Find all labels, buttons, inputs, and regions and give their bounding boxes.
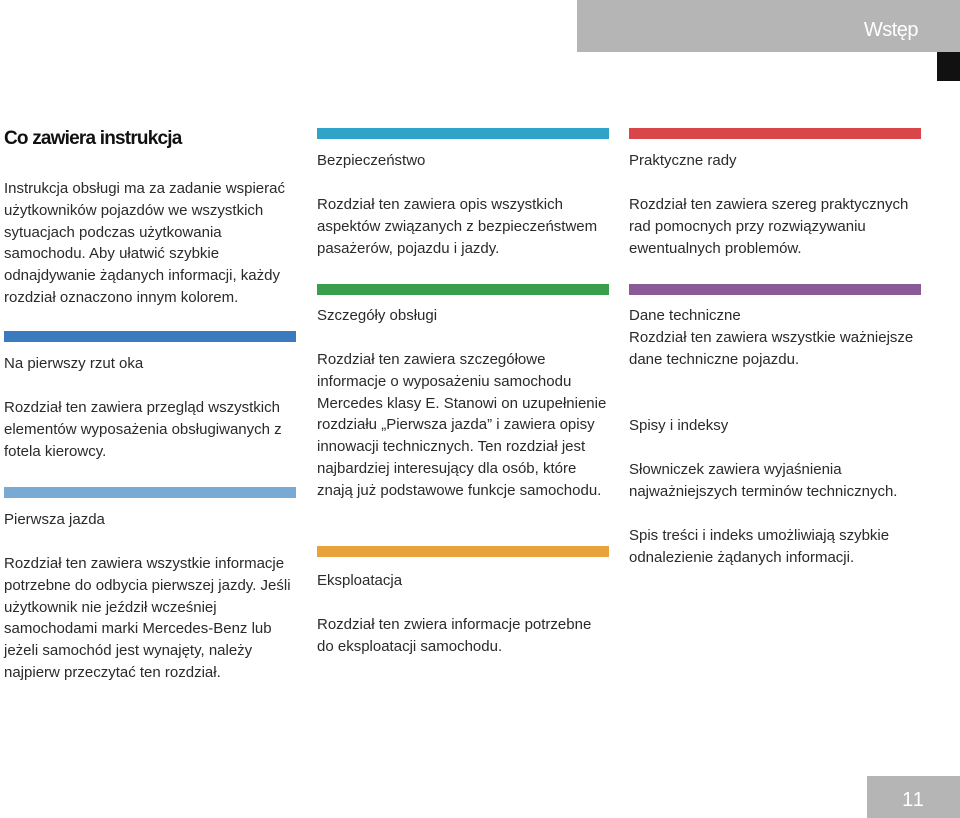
intro-heading: Co zawiera instrukcja bbox=[4, 128, 182, 149]
section-text: Rozdział ten zawiera wszystkie ważniejsze dane techniczne pojazdu. bbox=[629, 329, 914, 368]
section-color-bar bbox=[317, 546, 609, 557]
section-text: Rozdział ten zawiera szczegółowe informacje o wyposażeniu samochodu Mercedes klasy E. Stanowi on uzupełnienie rozdziału „Pierwsza jazda” i zawiera opisy innowacji technicznych. Ten rozdział jest najbardziej interesujący dla osób, które znają już podstawowe funkcje samochodu. bbox=[317, 351, 607, 499]
section-title: Praktyczne rady bbox=[629, 152, 737, 169]
chapter-tab-marker bbox=[937, 52, 960, 81]
section-title: Eksploatacja bbox=[317, 572, 403, 589]
section-title: Spisy i indeksy bbox=[629, 417, 729, 434]
section-color-bar bbox=[4, 331, 296, 342]
section-color-bar bbox=[629, 128, 921, 139]
section-title: Pierwsza jazda bbox=[4, 511, 105, 528]
section-color-bar bbox=[317, 128, 609, 139]
section-text: Rozdział ten zawiera wszystkie informacje potrzebne do odbycia pierwszej jazdy. Jeśli użytkownik nie jeździł wcześniej samochodami marki Mercedes-Benz lub jeżeli samochód jest wynajęty, należy najpierw przeczytać ten rozdział. bbox=[4, 555, 291, 681]
chapter-title: Wstęp bbox=[863, 19, 918, 41]
section-title: Na pierwszy rzut oka bbox=[4, 355, 144, 372]
section-title: Dane techniczne bbox=[629, 307, 741, 324]
chapter-header bbox=[577, 0, 960, 52]
section-text: Rozdział ten zawiera szereg praktycznych rad pomocnych przy rozwiązywaniu ewentualnych problemów. bbox=[629, 196, 909, 257]
section-text: Słowniczek zawiera wyjaśnienia najważniejszych terminów technicznych. bbox=[629, 461, 898, 500]
section-title: Bezpieczeństwo bbox=[317, 152, 426, 169]
section-text-secondary: Spis treści i indeks umożliwiają szybkie odnalezienie żądanych informacji. bbox=[629, 527, 890, 566]
section-color-bar bbox=[629, 284, 921, 295]
section-color-bar bbox=[4, 487, 296, 498]
page-number-box bbox=[867, 776, 960, 818]
section-text: Rozdział ten zawiera opis wszystkich aspektów związanych z bezpieczeństwem pasażerów, pojazdu i jazdy. bbox=[317, 196, 598, 257]
section-title: Szczegóły obsługi bbox=[317, 307, 438, 324]
page-number: 11 bbox=[902, 789, 925, 811]
section-text: Rozdział ten zwiera informacje potrzebne do eksploatacji samochodu. bbox=[317, 616, 592, 655]
intro-text: Instrukcja obsługi ma za zadanie wspierać użytkowników pojazdów we wszystkich sytuacjach podczas użytkowania samochodu. Aby ułatwić szybkie odnajdywanie żądanych informacji, każdy rozdział oznaczono innym kolorem. bbox=[4, 180, 285, 306]
section-color-bar bbox=[317, 284, 609, 295]
section-text: Rozdział ten zawiera przegląd wszystkich elementów wyposażenia obsługiwanych z fotela kierowcy. bbox=[4, 399, 282, 460]
